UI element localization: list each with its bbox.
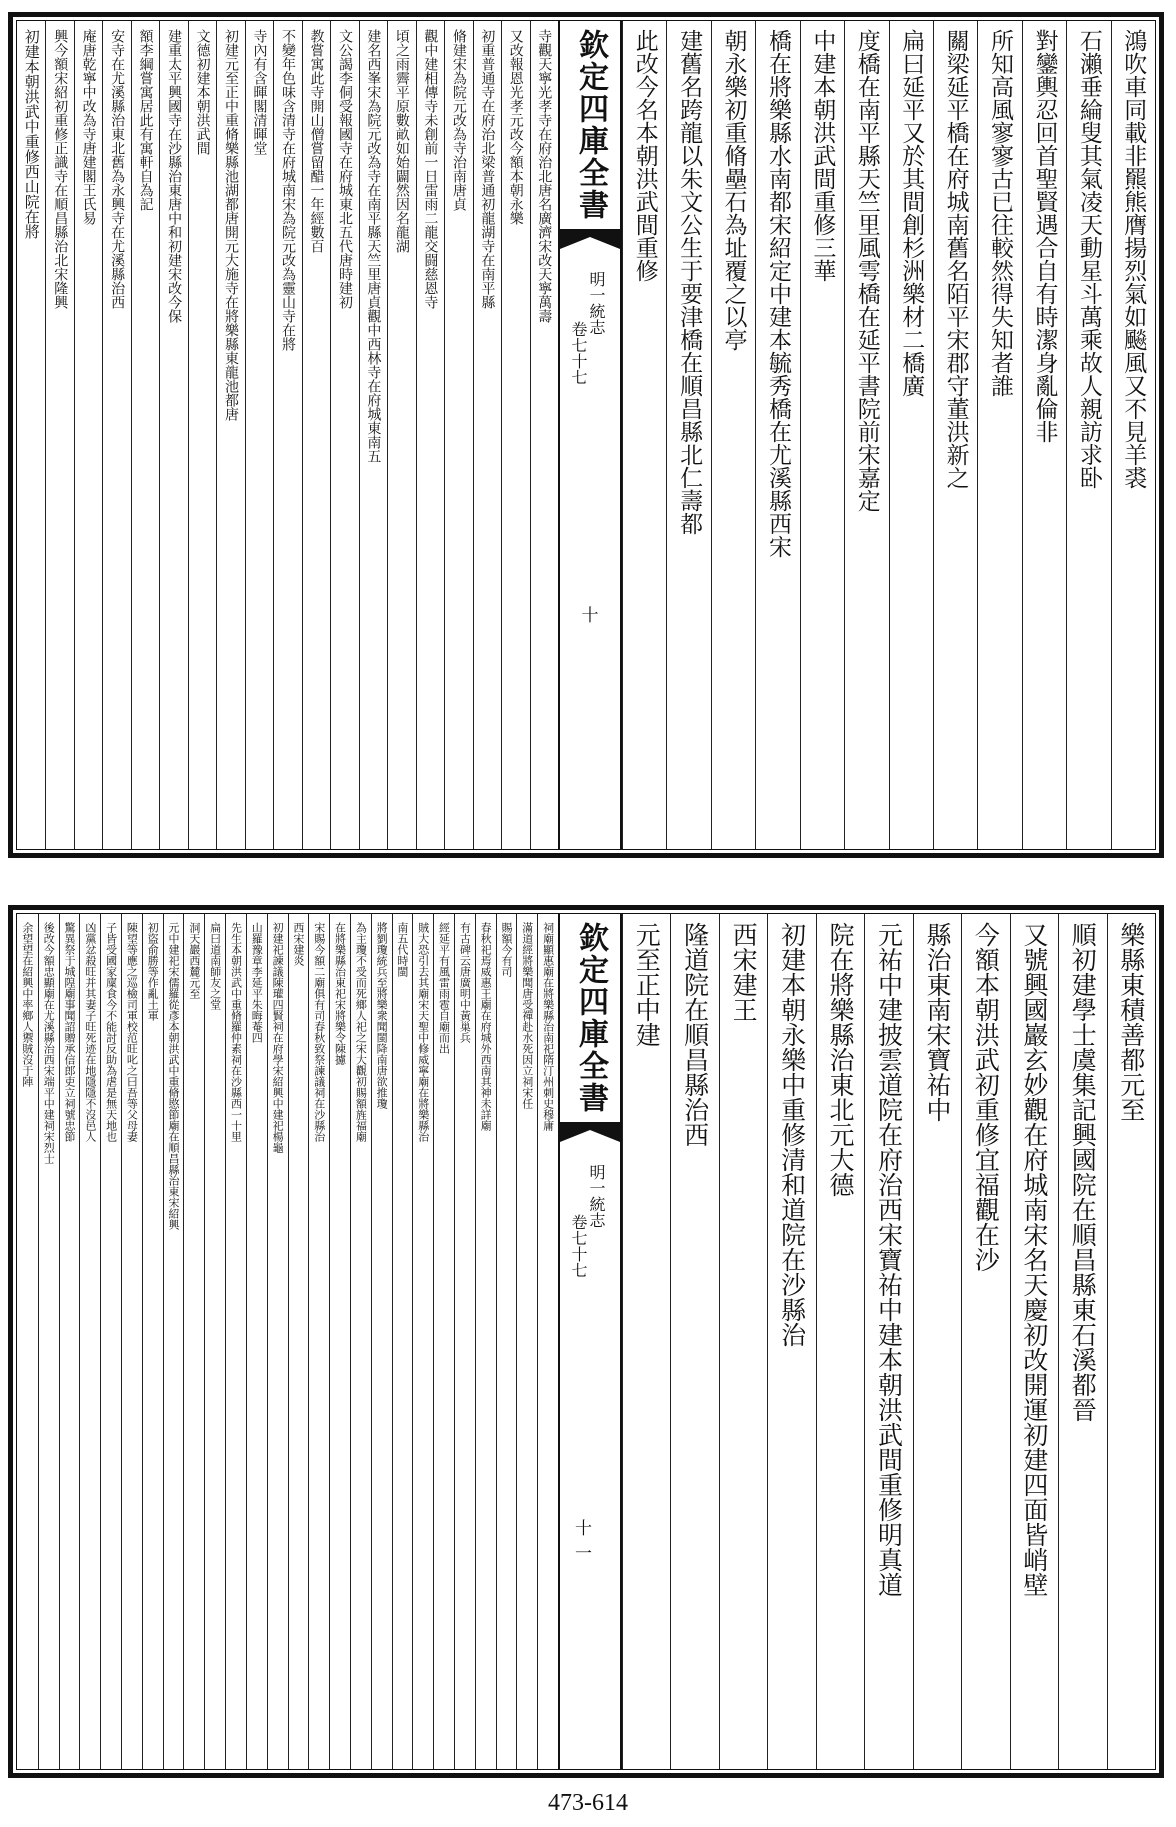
text-column [416, 21, 444, 849]
bottom-fishtail-mark [560, 1122, 620, 1150]
text-column [246, 914, 267, 1769]
text-column [330, 21, 358, 849]
column-text: 經延平有風雷雨雹自廟而出 [437, 922, 451, 1054]
column-text: 觀中建相傳寺未創前一日雷雨二龍交闘慈恩寺 [422, 29, 439, 309]
column-text: 中建本朝洪武間重修三華 [809, 29, 836, 282]
column-text: 初重普通寺在府治北梁普通初龍湖寺在南平縣 [479, 29, 496, 309]
column-text: 脩建宋為院元改為寺治南唐貞 [450, 29, 467, 211]
column-text: 先生本朝洪武中重脩羅仲素祠在沙縣西一十里 [229, 922, 243, 1142]
text-column [1058, 914, 1106, 1769]
text-column [537, 914, 558, 1769]
text-column [38, 914, 59, 1769]
bottom-page-number: 十一 [575, 1519, 592, 1564]
top-page-number: 十 [581, 606, 599, 626]
column-text: 順初建學士虞集記興國院在順昌縣東石溪都晉 [1068, 922, 1098, 1422]
text-column [17, 21, 45, 849]
text-column [159, 21, 187, 849]
column-text: 山羅豫章李延平朱晦菴四 [250, 922, 264, 1043]
text-column [755, 21, 799, 849]
text-column [864, 914, 912, 1769]
text-column [392, 914, 413, 1769]
column-text: 初建祀諫議陳瓘四賢祠在府學宋紹興中建祀楊龜 [271, 922, 285, 1153]
text-column [1111, 21, 1155, 849]
column-text: 建名西峯宋為院元改為寺在南平縣天竺里唐貞觀中西林寺在府城東南五 [365, 29, 382, 463]
text-column [501, 21, 529, 849]
column-text: 庵唐乾寧中改為寺唐建閣王氏易 [80, 29, 97, 225]
column-text: 初建元至正中重脩樂縣池湖都唐開元大施寺在將樂縣東龍池都唐 [223, 29, 240, 421]
text-column [889, 21, 933, 849]
text-column [142, 914, 163, 1769]
column-text: 子皆受國家廩食今不能討反助為虐是無天地也 [104, 922, 118, 1142]
column-text: 隆道院在順昌縣治西 [680, 922, 710, 1147]
column-text: 樂縣東積善都元至 [1116, 922, 1146, 1122]
column-text: 元中建祀宋儒羅從彥本朝洪武中重脩愍節廟在順昌縣治東宋紹興 [167, 922, 181, 1230]
text-column [121, 914, 142, 1769]
column-text: 教嘗寓此寺開山僧嘗留醋一年經數百 [308, 29, 325, 253]
text-column [816, 914, 864, 1769]
text-column [444, 21, 472, 849]
column-text: 西宋建王 [729, 922, 759, 1022]
text-column [666, 21, 710, 849]
text-column [844, 21, 888, 849]
column-text: 滿道經將樂聞唐受禪赴水死因立祠宋任 [520, 922, 534, 1109]
top-page-frame [16, 20, 1156, 850]
text-column [216, 21, 244, 849]
column-text: 石瀨垂綸叟其氣凌天動星斗萬乘故人親訪求卧 [1075, 29, 1102, 489]
text-column [204, 914, 225, 1769]
text-column [433, 914, 454, 1769]
text-column [622, 21, 666, 849]
text-column [670, 914, 718, 1769]
column-text: 建舊名跨龍以朱文公生于要津橋在順昌縣北仁壽都 [676, 29, 703, 535]
text-column [350, 914, 371, 1769]
top-book-title: 欽定四庫全書 [573, 29, 608, 221]
text-column [102, 21, 130, 849]
column-text: 朝永樂初重脩壘石為址覆之以亭 [720, 29, 747, 351]
text-column [273, 21, 301, 849]
top-book-name: 明一統志 [587, 271, 606, 335]
column-text: 文德初建本朝洪武間 [194, 29, 211, 155]
column-text: 宋賜今額二廟俱有司春秋致祭諫議祠在沙縣治 [312, 922, 326, 1142]
column-text: 祠廟顯惠廟在將樂縣治南祀隋汀州刺史穆庸 [541, 922, 555, 1131]
column-text: 初建本朝永樂中重修清和道院在沙縣治 [777, 922, 807, 1347]
bottom-page [8, 905, 1164, 1778]
column-text: 頃之雨霽平原數畝如始闢然因名龍湖 [393, 29, 410, 253]
text-column [288, 914, 309, 1769]
text-column [412, 914, 433, 1769]
column-text: 賜額今有司 [499, 922, 513, 977]
text-column [308, 914, 329, 1769]
footer-page-label: 473-614 [548, 1790, 628, 1816]
column-text: 寺觀天寧光孝寺在府治北唐名廣濟宋改天寧萬壽 [536, 29, 553, 323]
column-text: 額李綱嘗寓居此有寓軒自為記 [137, 29, 154, 211]
text-column [45, 21, 73, 849]
top-volume-label: 卷七十七 [569, 321, 588, 385]
text-column [913, 914, 961, 1769]
column-text: 興今額宋紹初重修正識寺在順昌縣治北宋隆興 [52, 29, 69, 309]
text-column [516, 914, 537, 1769]
column-text: 初建本朝洪武中重修西山院在將 [22, 29, 41, 239]
column-text: 建重太平興國寺在沙縣治東唐中和初建宋改今保 [166, 29, 183, 323]
column-text: 關梁延平橋在府城南舊名陌平宋郡守董洪新之 [942, 29, 969, 489]
text-column [977, 21, 1021, 849]
column-text: 今額本朝洪武初重修宜福觀在沙 [971, 922, 1001, 1272]
column-text: 洞天巖西麓元至 [187, 922, 201, 999]
text-column [100, 914, 121, 1769]
text-column [183, 914, 204, 1769]
text-column [17, 914, 38, 1769]
column-text: 有古碑云唐廣明中黃巢兵 [458, 922, 472, 1043]
text-column [79, 914, 100, 1769]
column-text: 又改報恩光孝元改今額本朝永樂 [507, 29, 524, 225]
column-text: 扁曰延平又於其間創杉洲樂材二橋廣 [898, 29, 925, 397]
top-fishtail-mark [560, 229, 620, 257]
text-column [359, 21, 387, 849]
text-column [245, 21, 273, 849]
bottom-volume-label: 卷七十七 [569, 1214, 588, 1278]
text-column [1107, 914, 1155, 1769]
text-column [387, 21, 415, 849]
column-text: 春秋祀焉威惠王廟在府城外西南其神未詳廟 [479, 922, 493, 1131]
text-column [371, 914, 392, 1769]
column-text: 院在將樂縣治東北元大德 [826, 922, 856, 1197]
text-column [767, 914, 815, 1769]
column-text: 為主瓊不受而死鄉人祀之宋大觀初賜額旌福廟 [354, 922, 368, 1142]
column-text: 將劉瓊統兵至將樂衆聞閩降南唐欲推瓊 [375, 922, 389, 1109]
bottom-book-name: 明一統志 [587, 1164, 606, 1228]
text-column [329, 914, 350, 1769]
text-column [454, 914, 475, 1769]
column-text: 西宋建炎 [291, 922, 305, 966]
column-text: 寺內有含暉閣清暉堂 [251, 29, 268, 155]
text-column [59, 914, 80, 1769]
text-column [267, 914, 288, 1769]
text-column [933, 21, 977, 849]
text-column [800, 21, 844, 849]
column-text: 余望望在紹興中率鄉人禦賊沒于陣 [20, 922, 34, 1087]
column-text: 初盜俞勝等作亂土軍 [146, 922, 160, 1021]
column-text: 後改今額忠顯廟在尤溪縣治西宋端平中建祠宋烈士 [42, 922, 56, 1164]
text-column [473, 21, 501, 849]
text-column [74, 21, 102, 849]
column-text: 鴻吹車同載非羆熊膺揚烈氣如飈風又不見羊裘 [1120, 29, 1147, 489]
text-column [475, 914, 496, 1769]
column-text: 陳望等應之巡檢司軍校范旺叱之曰吾等父母妻 [125, 922, 139, 1142]
column-text: 文公謁李侗受報國寺在府城東北五代唐時建初 [336, 29, 353, 309]
column-text: 橋在將樂縣水南都宋紹定中建本毓秀橋在尤溪縣西宋 [764, 29, 791, 558]
bottom-page-center-strip [558, 914, 622, 1769]
column-text: 賊大恐引去其廟宋天聖中修威寧廟在將樂縣治 [416, 922, 430, 1142]
column-text: 縣治東南宋寶祐中 [922, 922, 952, 1122]
top-page [8, 12, 1164, 858]
text-column [131, 21, 159, 849]
top-page-center-strip [558, 21, 622, 849]
column-text: 對鑾輿忍回首聖賢遇合自有時潔身亂倫非 [1031, 29, 1058, 443]
column-text: 所知高風寥寥古已往較然得失知者誰 [987, 29, 1014, 397]
text-column [1066, 21, 1110, 849]
text-column [188, 21, 216, 849]
text-column [496, 914, 517, 1769]
column-text: 驚異祭于城隍廟事聞詔贈承信郎吏立祠號忠節 [63, 922, 76, 1142]
column-text: 在將樂縣治東祀宋將樂令陳攄 [333, 922, 347, 1065]
column-text: 元至正中建 [632, 922, 662, 1047]
column-text: 凶黨忿殺旺并其妻子旺死迹在地隱隱不沒邑人 [83, 922, 97, 1142]
column-text: 此改今名本朝洪武間重修 [631, 29, 658, 282]
text-column [1010, 914, 1058, 1769]
text-column [622, 914, 670, 1769]
text-column [711, 21, 755, 849]
column-text: 扁曰道南師友之堂 [208, 922, 222, 1010]
bottom-book-title: 欽定四庫全書 [573, 922, 608, 1114]
column-text: 元祐中建披雲道院在府治西宋寶祐中建本朝洪武間重修明真道 [874, 922, 904, 1597]
text-column [961, 914, 1009, 1769]
text-column [530, 21, 558, 849]
column-text: 度橋在南平縣天竺里風雩橋在延平書院前宋嘉定 [853, 29, 880, 512]
text-column [225, 914, 246, 1769]
column-text: 不變年色味含清寺在府城南宋為院元改為靈山寺在將 [279, 29, 296, 351]
text-column [1022, 21, 1066, 849]
bottom-page-frame [16, 913, 1156, 1770]
text-column [163, 914, 184, 1769]
text-column [719, 914, 767, 1769]
column-text: 南五代時閩 [395, 922, 409, 977]
column-text: 又號興國巖玄妙觀在府城南宋名天慶初改開運初建四面皆峭壁 [1019, 922, 1049, 1597]
text-column [302, 21, 330, 849]
column-text: 安寺在尤溪縣治東北舊為永興寺在尤溪縣治西 [109, 29, 126, 309]
